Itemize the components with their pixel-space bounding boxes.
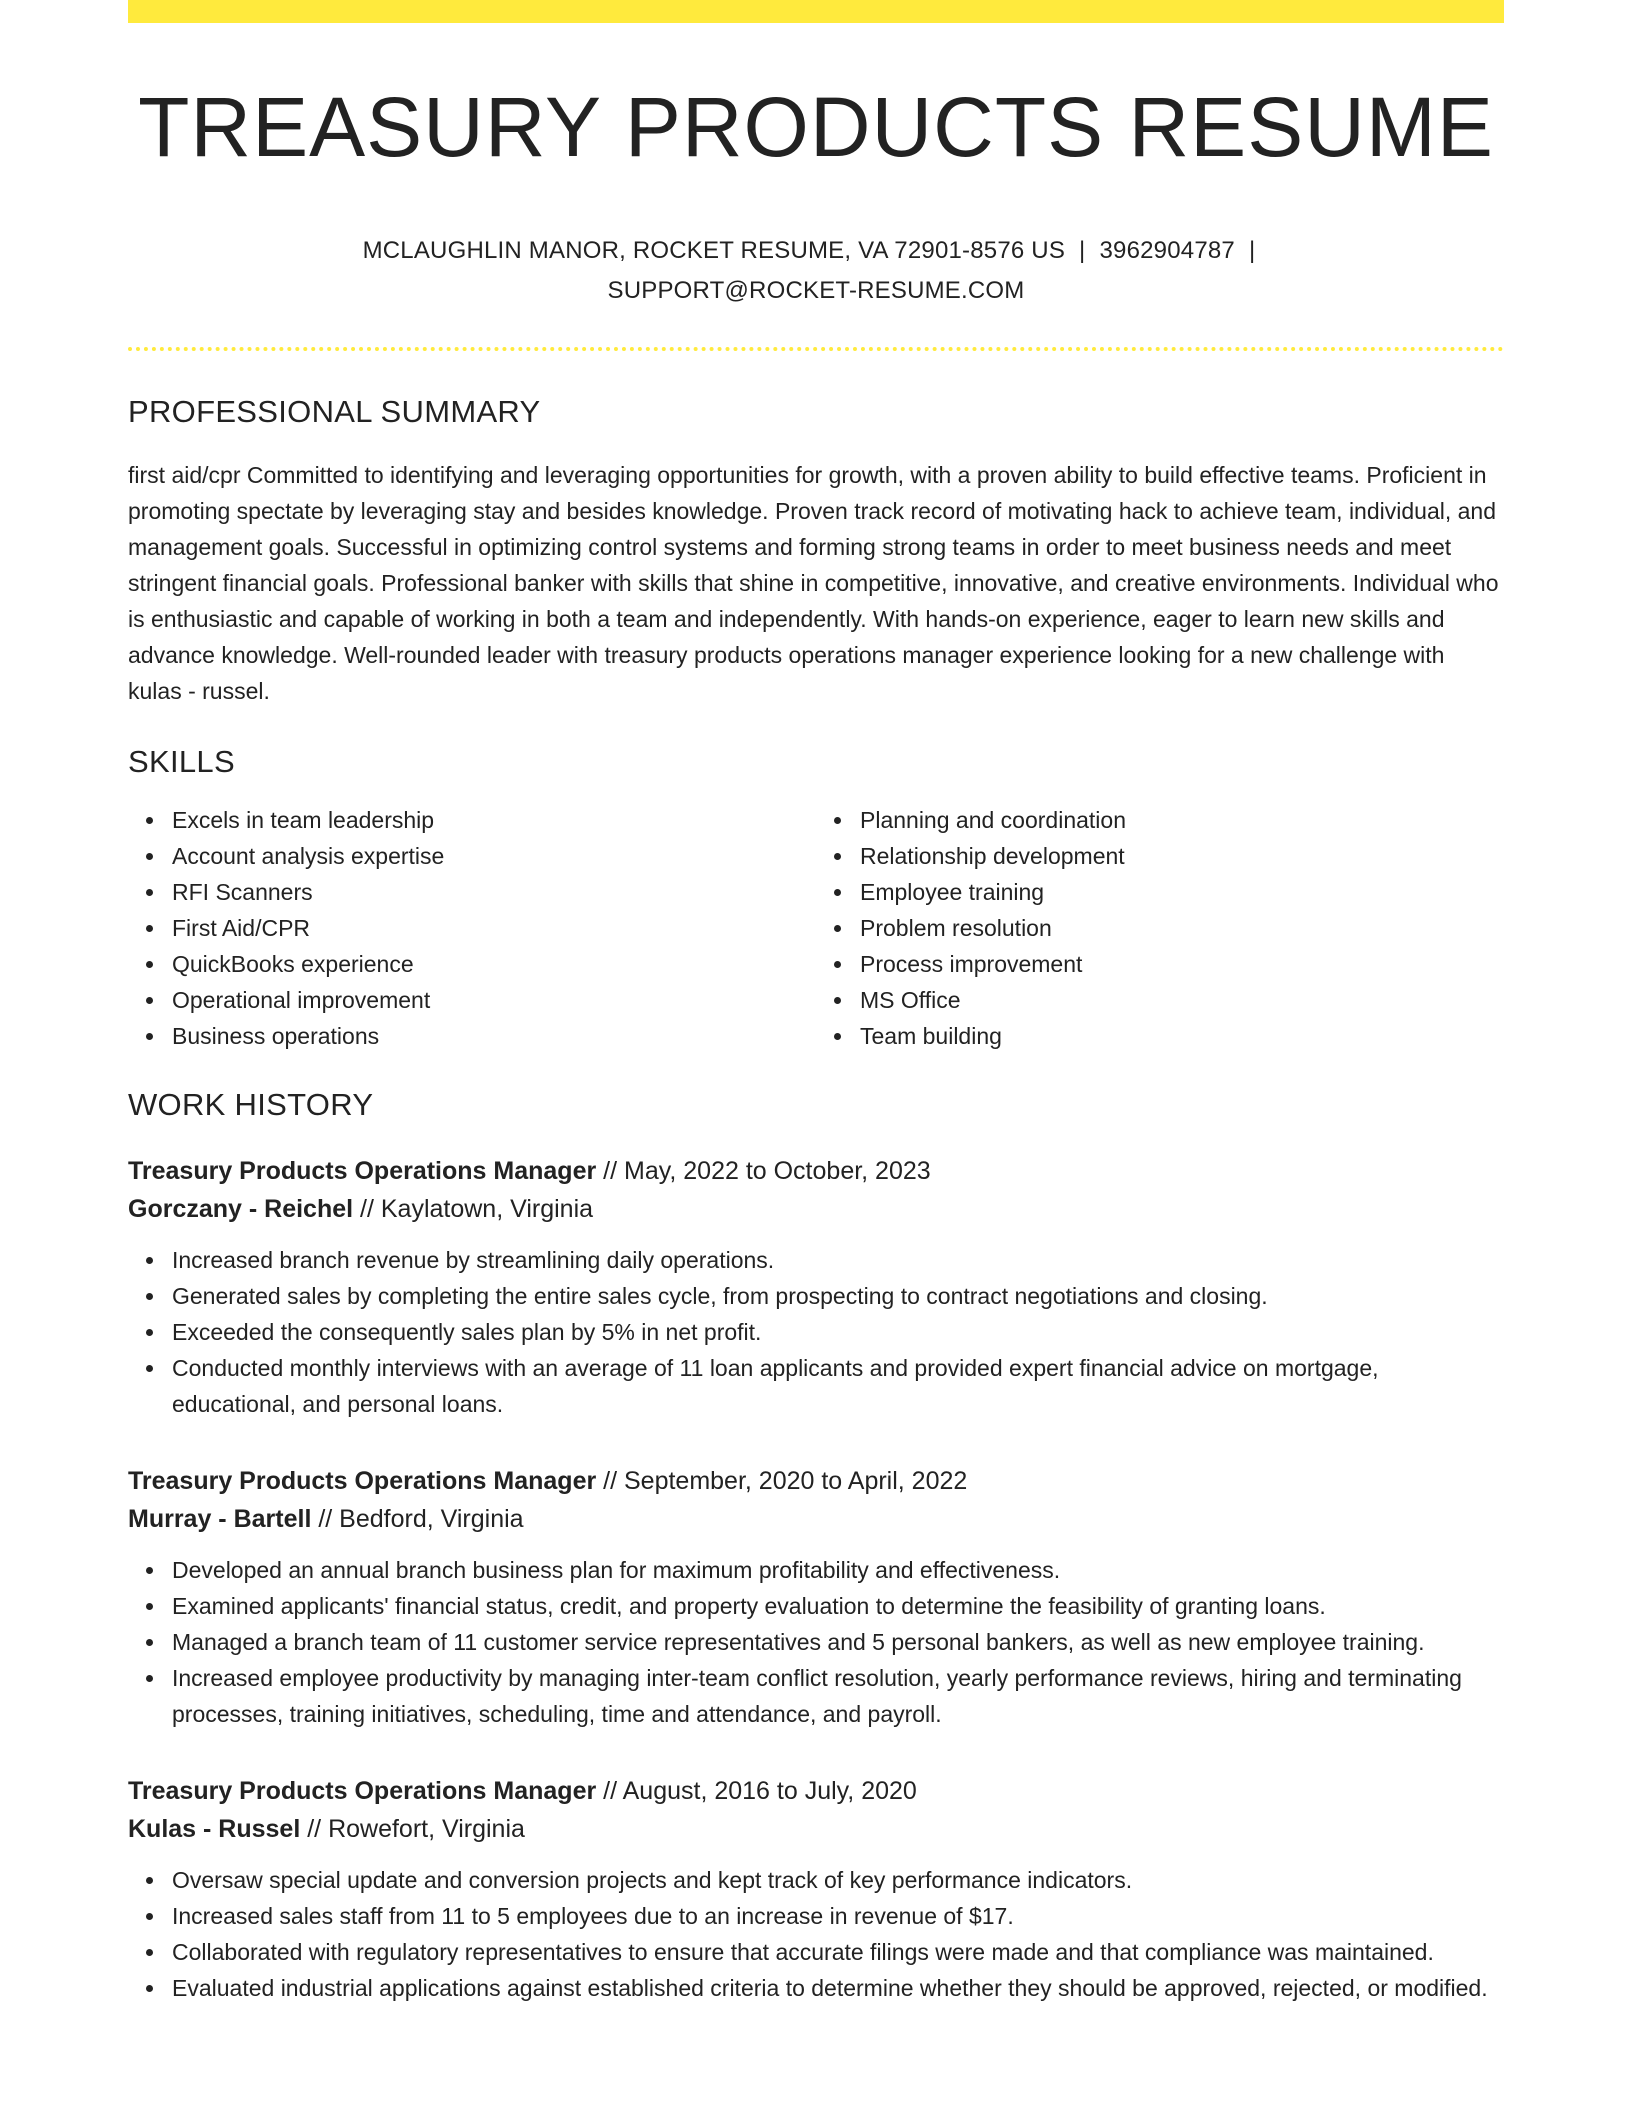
job-title: Treasury Products Operations Manager — [128, 1776, 597, 1805]
job-title: Treasury Products Operations Manager — [128, 1156, 597, 1185]
job-location: // Bedford, Virginia — [318, 1504, 524, 1533]
contact-email: SUPPORT@ROCKET-RESUME.COM — [607, 277, 1025, 305]
job-bullets — [128, 1242, 1504, 1422]
skill-item: First Aid/CPR — [172, 910, 816, 946]
summary-text: first aid/cpr Committed to identifying and leveraging opportunities for growth, with a proven ability to build effective teams. Proficient in promoting spectate by leveraging stay and besides knowledge. Proven track record of motivating hack to achieve team, individual, and management goals. Successful in optimizing control systems and forming strong teams in order to meet business needs and meet stringent financial goals. Professional banker with skills that shine in competitive, innovative, and creative environments. Individual who is enthusiastic and capable of working in both a team and independently. With hands-on experience, eager to learn new skills and advance knowledge. Well-rounded leader with treasury products operations manager experience looking for a new challenge with kulas - russel. — [128, 462, 1499, 705]
job-company: Gorczany - Reichel — [128, 1194, 354, 1223]
job-bullet: Examined applicants' financial status, credit, and property evaluation to determine the feasibility of granting loans. — [172, 1588, 1504, 1624]
job-dates: // September, 2020 to April, 2022 — [603, 1466, 968, 1495]
job-bullet: Oversaw special update and conversion projects and kept track of key performance indicators. — [172, 1862, 1504, 1898]
job-location: // Kaylatown, Virginia — [360, 1194, 594, 1223]
skill-item: Process improvement — [860, 946, 1504, 982]
summary-heading: PROFESSIONAL SUMMARY — [128, 394, 541, 430]
job-bullet: Managed a branch team of 11 customer service representatives and 5 personal bankers, as well as new employee training. — [172, 1624, 1504, 1660]
skill-item: Operational improvement — [172, 982, 816, 1018]
job-bullet: Developed an annual branch business plan for maximum profitability and effectiveness. — [172, 1552, 1504, 1588]
skill-item: Employee training — [860, 874, 1504, 910]
job-bullet: Increased branch revenue by streamlining daily operations. — [172, 1242, 1504, 1278]
job-entry — [128, 1152, 1504, 1422]
job-bullet: Collaborated with regulatory representatives to ensure that accurate filings were made and that compliance was maintained. — [172, 1934, 1504, 1970]
skills-heading: SKILLS — [128, 744, 235, 780]
skill-item: RFI Scanners — [172, 874, 816, 910]
job-bullet: Increased employee productivity by managing inter-team conflict resolution, yearly performance reviews, hiring and terminating processes, training initiatives, scheduling, time and attendance, and payroll. — [172, 1660, 1504, 1732]
skill-item: Problem resolution — [860, 910, 1504, 946]
contact-phone: 3962904787 — [1099, 237, 1235, 265]
job-bullet: Generated sales by completing the entire sales cycle, from prospecting to contract negotiations and closing. — [172, 1278, 1504, 1314]
contact-info — [316, 231, 1316, 311]
job-dates: // May, 2022 to October, 2023 — [603, 1156, 931, 1185]
job-bullet: Increased sales staff from 11 to 5 employees due to an increase in revenue of $17. — [172, 1898, 1504, 1934]
dotted-divider — [128, 347, 1504, 351]
job-entry — [128, 1462, 1504, 1732]
skill-item: Team building — [860, 1018, 1504, 1054]
resume-page — [128, 0, 1504, 2006]
job-company-line — [128, 1190, 1504, 1228]
job-entry — [128, 1772, 1504, 2006]
skills-grid — [128, 802, 1504, 1054]
skill-item: MS Office — [860, 982, 1504, 1018]
skill-item: Business operations — [172, 1018, 816, 1054]
contact-separator: | — [1248, 237, 1256, 265]
job-company-line — [128, 1500, 1504, 1538]
resume-title: TREASURY PRODUCTS RESUME — [138, 80, 1494, 174]
contact-separator: | — [1079, 237, 1086, 265]
skill-item: Planning and coordination — [860, 802, 1504, 838]
job-dates: // August, 2016 to July, 2020 — [603, 1776, 917, 1805]
skills-list-right — [816, 802, 1504, 1054]
job-bullets — [128, 1862, 1504, 2006]
job-bullet: Evaluated industrial applications against established criteria to determine whether they should be approved, rejected, or modified. — [172, 1970, 1504, 2006]
job-location: // Rowefort, Virginia — [307, 1814, 525, 1843]
contact-address: MCLAUGHLIN MANOR, ROCKET RESUME, VA 72901-8576 US — [362, 237, 1066, 265]
job-bullet: Conducted monthly interviews with an average of 11 loan applicants and provided expert financial advice on mortgage, educational, and personal loans. — [172, 1350, 1504, 1422]
work-history-heading: WORK HISTORY — [128, 1086, 374, 1122]
job-bullet: Exceeded the consequently sales plan by 5% in net profit. — [172, 1314, 1504, 1350]
job-title-line — [128, 1152, 1504, 1190]
job-company: Kulas - Russel — [128, 1814, 301, 1843]
job-company: Murray - Bartell — [128, 1504, 312, 1533]
skill-item: Excels in team leadership — [172, 802, 816, 838]
skill-item: QuickBooks experience — [172, 946, 816, 982]
job-company-line — [128, 1810, 1504, 1848]
job-title: Treasury Products Operations Manager — [128, 1466, 597, 1495]
accent-top-bar — [128, 0, 1504, 23]
job-title-line — [128, 1772, 1504, 1810]
job-bullets — [128, 1552, 1504, 1732]
skill-item: Relationship development — [860, 838, 1504, 874]
skill-item: Account analysis expertise — [172, 838, 816, 874]
skills-list-left — [128, 802, 816, 1054]
job-title-line — [128, 1462, 1504, 1500]
